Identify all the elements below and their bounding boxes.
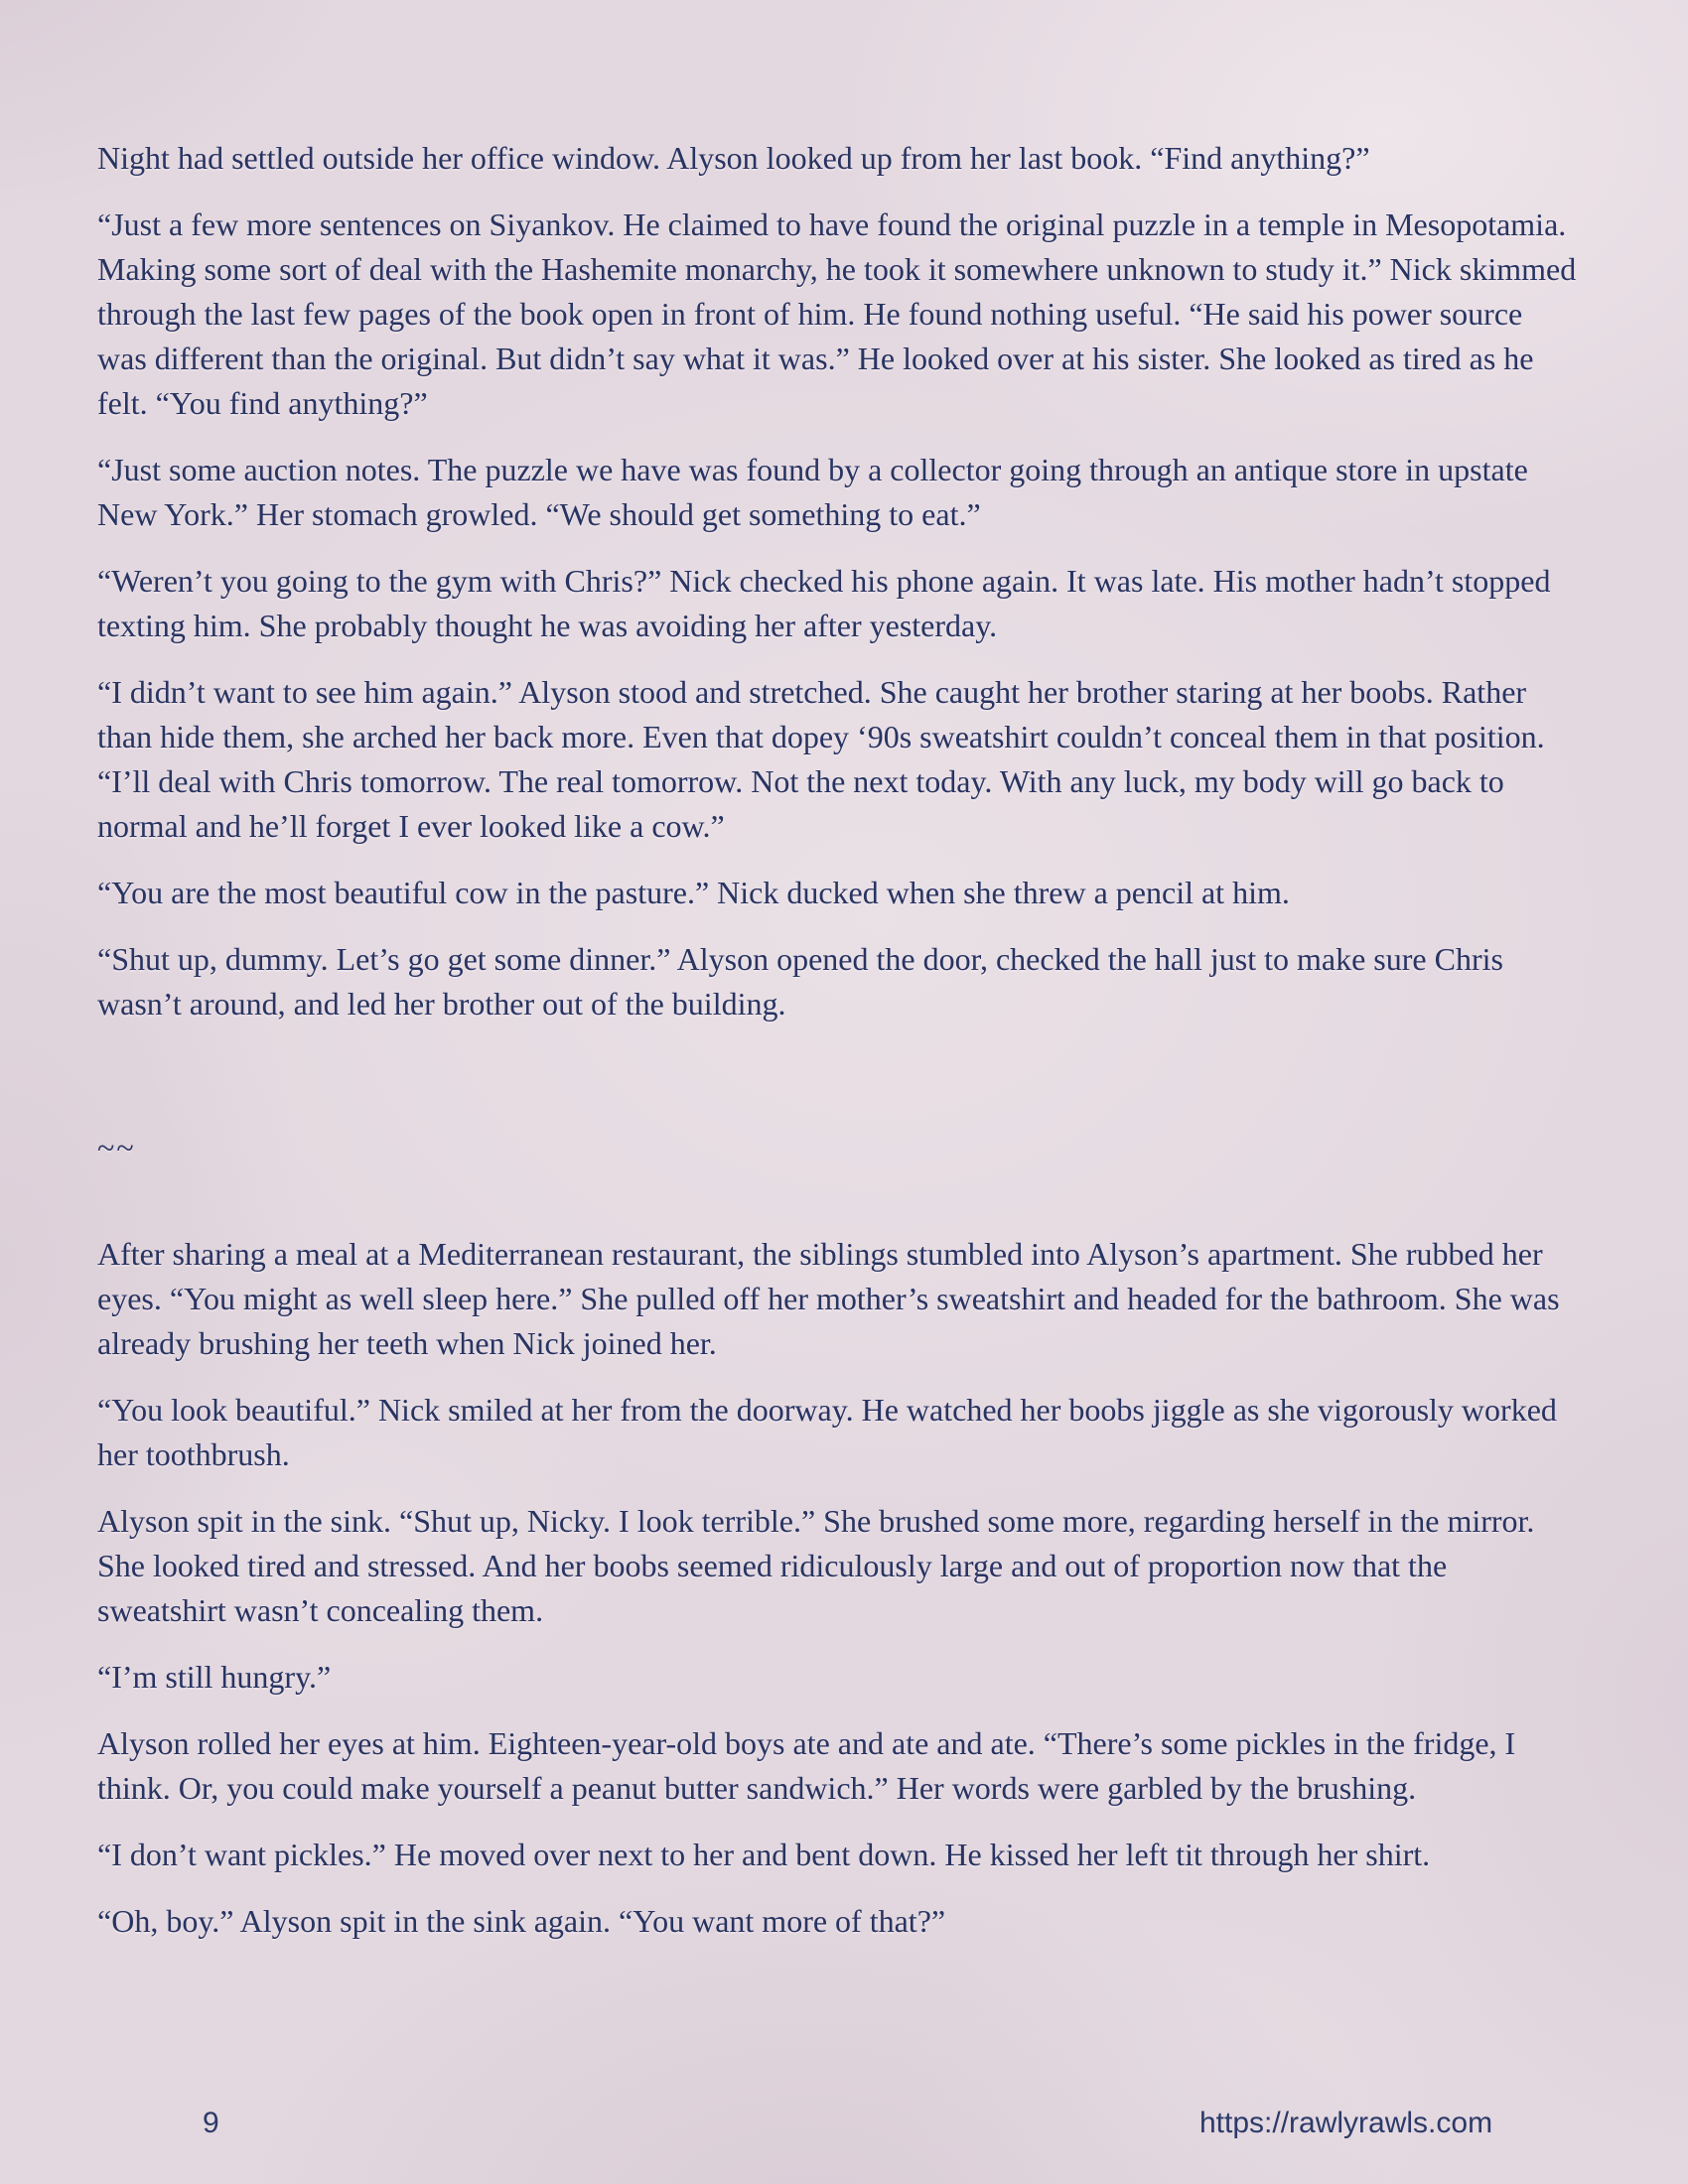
story-paragraph: Night had settled outside her office window. Alyson looked up from her last book. “Find anything?” (97, 140, 1370, 176)
story-paragraph: “You are the most beautiful cow in the pasture.” Nick ducked when she threw a pencil at him. (97, 875, 1290, 910)
story-paragraph: After sharing a meal at a Mediterranean restaurant, the siblings stumbled into Alyson’s apartment. She rubbed her eyes. “You might as well sleep here.” She pulled off her mother’s sweatshirt and headed for the bathroom. She was already brushing her teeth when Nick joined her. (97, 1236, 1560, 1361)
story-paragraph: “I didn’t want to see him again.” Alyson stood and stretched. She caught her brother staring at her boobs. Rather than hide them, she arched her back more. Even that dopey ‘90s sweatshirt couldn’t conceal them in that position. “I’ll deal with Chris tomorrow. The real tomorrow. Not the next today. With any luck, my body will go back to normal and he’ll forget I ever looked like a cow.” (97, 674, 1545, 844)
story-paragraph: “Shut up, dummy. Let’s go get some dinner.” Alyson opened the door, checked the hall just to make sure Chris wasn’t around, and led her brother out of the building. (97, 941, 1503, 1022)
story-paragraph: “Just a few more sentences on Siyankov. He claimed to have found the original puzzle in a temple in Mesopotamia. Making some sort of deal with the Hashemite monarchy, he took it somewhere unknown to study it.” Nick skimmed through the last few pages of the book open in front of him. He found nothing useful. “He said his power source was different than the original. But didn’t say what it was.” He looked over at his sister. She looked as tired as he felt. “You find anything?” (97, 206, 1577, 421)
story-text (97, 136, 1579, 1966)
story-paragraph: “I don’t want pickles.” He moved over next to her and bent down. He kissed her left tit through her shirt. (97, 1837, 1431, 1872)
story-paragraph: “You look beautiful.” Nick smiled at her from the doorway. He watched her boobs jiggle as she vigorously worked her toothbrush. (97, 1392, 1557, 1472)
story-paragraph: Alyson rolled her eyes at him. Eighteen-year-old boys ate and ate and ate. “There’s some pickles in the fridge, I think. Or, you could make yourself a peanut butter sandwich.” Her words were garbled by the brushing. (97, 1725, 1516, 1806)
page-number: 9 (203, 2107, 219, 2139)
story-paragraph: Alyson spit in the sink. “Shut up, Nicky. I look terrible.” She brushed some more, regarding herself in the mirror. She looked tired and stressed. And her boobs seemed ridiculously large and out of proportion now that the sweatshirt wasn’t concealing them. (97, 1503, 1535, 1628)
scene-break-separator: ~~ (97, 1130, 136, 1165)
story-paragraph: “Oh, boy.” Alyson spit in the sink again. “You want more of that?” (97, 1903, 946, 1939)
site-url-link[interactable]: https://rawlyrawls.com (1199, 2107, 1493, 2139)
story-paragraph: “I’m still hungry.” (97, 1659, 332, 1695)
story-paragraph: “Just some auction notes. The puzzle we have was found by a collector going through an antique store in upstate New York.” Her stomach growled. “We should get something to eat.” (97, 452, 1528, 532)
story-paragraph: “Weren’t you going to the gym with Chris?” Nick checked his phone again. It was late. His mother hadn’t stopped texting him. She probably thought he was avoiding her after yesterday. (97, 563, 1551, 643)
